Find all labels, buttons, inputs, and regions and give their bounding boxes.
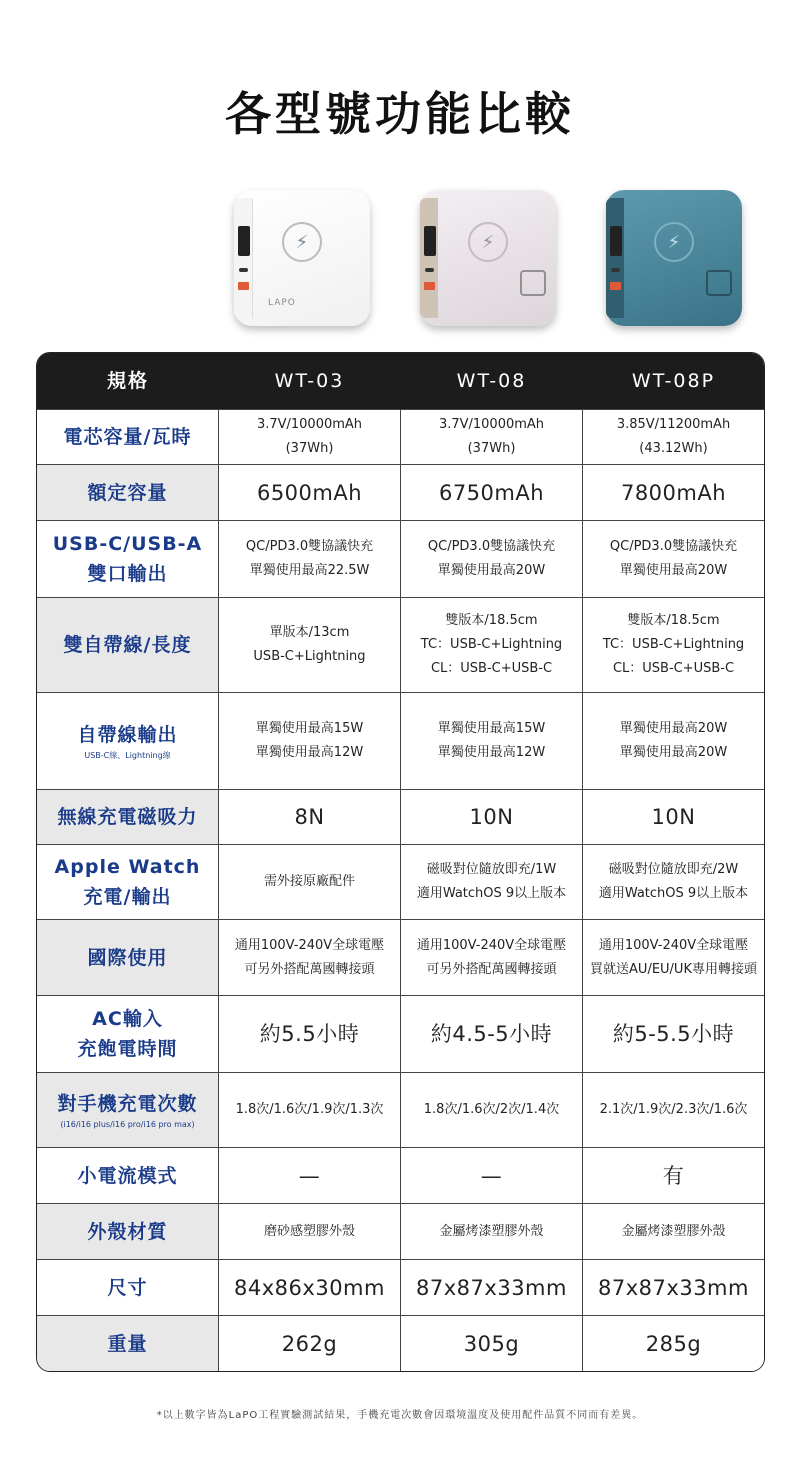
- cell-line: 單獨使用最高22.5W: [249, 563, 370, 578]
- cell-line: 84x86x30mm: [234, 1275, 385, 1300]
- cell-line: 3.7V/10000mAh: [256, 417, 363, 432]
- cell-line: 1.8次/1.6次/2次/1.4次: [423, 1102, 560, 1117]
- table-row: [37, 520, 764, 597]
- cell-line: (37Wh): [467, 441, 516, 456]
- cell-line: 單獨使用最高20W: [619, 721, 728, 736]
- cell-line: 可另外搭配萬國轉接頭: [426, 961, 557, 977]
- ac-plug-icon: [706, 270, 732, 296]
- cell-line: TC：USB-C+Lightning: [420, 637, 563, 652]
- cell-line: 需外接原廠配件: [263, 874, 355, 889]
- cell-line: (37Wh): [285, 441, 334, 456]
- table-cell: [218, 410, 400, 464]
- row-label-line: AC輸入: [92, 1008, 163, 1030]
- table-cell: [218, 996, 400, 1072]
- port-strip: [420, 198, 438, 318]
- table-cell: [218, 790, 400, 844]
- row-label-line: 雙自帶線/長度: [63, 634, 192, 656]
- table-cell: [582, 790, 764, 844]
- row-label-line: 對手機充電次數: [57, 1093, 198, 1115]
- table-cell: [218, 598, 400, 692]
- table-cell: [400, 996, 582, 1072]
- table-cell: [218, 465, 400, 520]
- row-label: [37, 521, 218, 597]
- table-cell: [218, 1204, 400, 1259]
- header-col-wt03: WT-03: [218, 353, 400, 409]
- cell-line: 6750mAh: [438, 480, 545, 505]
- table-cell: [400, 1073, 582, 1147]
- cell-line: 262g: [281, 1331, 338, 1356]
- table-cell: [400, 1316, 582, 1371]
- product-image-wt03: [234, 190, 370, 326]
- cell-line: 買就送AU/EU/UK專用轉接頭: [590, 961, 757, 977]
- usb-c-port: [239, 268, 248, 272]
- cell-line: 10N: [651, 805, 696, 829]
- row-label: [37, 1073, 218, 1147]
- wireless-charging-icon: ⚡: [654, 222, 694, 262]
- product-logo: LAPO: [268, 298, 296, 308]
- header-col-wt08: WT-08: [400, 353, 582, 409]
- row-label: [37, 996, 218, 1072]
- table-row: [37, 692, 764, 789]
- row-label-line: 國際使用: [87, 946, 168, 969]
- cell-line: 有: [662, 1163, 685, 1188]
- cell-line: 單獨使用最高15W: [437, 721, 546, 736]
- table-cell: [218, 693, 400, 789]
- cell-line: 約4.5-5小時: [430, 1022, 553, 1046]
- table-header-row: [37, 353, 764, 409]
- cell-line: 雙版本/18.5cm: [627, 613, 720, 628]
- cell-line: 單獨使用最高20W: [437, 563, 546, 578]
- cell-line: QC/PD3.0雙協議快充: [609, 539, 738, 554]
- row-label-line: 額定容量: [87, 481, 168, 504]
- table-cell: [400, 598, 582, 692]
- cell-line: 單獨使用最高20W: [619, 563, 728, 578]
- usb-a-port: [238, 282, 249, 290]
- cell-line: USB-C+Lightning: [253, 649, 366, 664]
- table-cell: [400, 410, 582, 464]
- table-row: [37, 995, 764, 1072]
- row-label: [37, 1148, 218, 1203]
- cell-line: 單獨使用最高15W: [255, 721, 364, 736]
- row-label: [37, 790, 218, 844]
- table-cell: [582, 598, 764, 692]
- cell-line: 2.1次/1.9次/2.3次/1.6次: [599, 1102, 748, 1117]
- table-cell: [582, 1204, 764, 1259]
- port-strip: [606, 198, 624, 318]
- table-cell: [582, 521, 764, 597]
- row-label: [37, 465, 218, 520]
- table-cell: [218, 920, 400, 995]
- table-row: [37, 789, 764, 844]
- usb-c-port: [425, 268, 434, 272]
- table-cell: [582, 693, 764, 789]
- row-label-line: 重量: [107, 1332, 148, 1355]
- row-label: [37, 1316, 218, 1371]
- table-row: [37, 597, 764, 692]
- table-cell: [218, 845, 400, 919]
- cell-line: 1.8次/1.6次/1.9次/1.3次: [235, 1102, 384, 1117]
- port-strip: [234, 198, 253, 318]
- table-cell: [218, 1316, 400, 1371]
- cell-line: 285g: [645, 1331, 702, 1356]
- table-row: [37, 844, 764, 919]
- cell-line: 磨砂感塑膠外殼: [263, 1223, 355, 1239]
- table-cell: [582, 996, 764, 1072]
- cell-line: QC/PD3.0雙協議快充: [427, 539, 556, 554]
- footnote: *以上數字皆為LaPO工程實驗測試結果，手機充電次數會因環境溫度及使用配件品質不同而有差異。: [156, 1410, 644, 1421]
- row-label: [37, 920, 218, 995]
- row-label-line: 充飽電時間: [77, 1038, 178, 1060]
- cell-line: 磁吸對位隨放即充/1W: [426, 862, 557, 877]
- row-label-note: USB-C線、Lightning線: [84, 751, 171, 760]
- cell-line: 適用WatchOS 9以上版本: [416, 886, 567, 901]
- table-row: [37, 409, 764, 464]
- row-label-line: 外殼材質: [87, 1220, 168, 1243]
- cell-line: 7800mAh: [620, 480, 727, 505]
- cell-line: 305g: [463, 1331, 520, 1356]
- cell-line: 通用100V-240V全球電壓: [234, 937, 385, 953]
- table-cell: [582, 465, 764, 520]
- table-row: [37, 1259, 764, 1315]
- product-images: [0, 190, 800, 340]
- cell-line: 6500mAh: [256, 480, 363, 505]
- table-cell: [582, 1148, 764, 1203]
- table-cell: [400, 920, 582, 995]
- table-row: [37, 1203, 764, 1259]
- table-cell: [400, 693, 582, 789]
- table-cell: [218, 1148, 400, 1203]
- product-image-wt08p: [606, 190, 742, 326]
- row-label: [37, 693, 218, 789]
- table-row: [37, 464, 764, 520]
- comparison-table: [36, 352, 765, 1372]
- cell-line: 8N: [294, 805, 325, 829]
- row-label: [37, 410, 218, 464]
- table-row: [37, 1147, 764, 1203]
- row-label-line: 小電流模式: [77, 1164, 178, 1187]
- table-row: [37, 1072, 764, 1147]
- header-label: 規格: [37, 353, 218, 409]
- cell-line: 3.7V/10000mAh: [438, 417, 545, 432]
- cell-line: 通用100V-240V全球電壓: [598, 937, 749, 953]
- cell-line: —: [298, 1163, 321, 1188]
- cell-line: CL：USB-C+USB-C: [612, 661, 735, 676]
- display-screen: [424, 226, 436, 256]
- row-label-line: 雙口輸出: [87, 563, 168, 585]
- display-screen: [238, 226, 250, 256]
- table-cell: [582, 410, 764, 464]
- wireless-charging-icon: ⚡: [468, 222, 508, 262]
- cell-line: 3.85V/11200mAh: [616, 417, 731, 432]
- table-cell: [582, 1316, 764, 1371]
- usb-a-port: [610, 282, 621, 290]
- row-label-line: USB-C/USB-A: [52, 533, 203, 555]
- page-title: 各型號功能比較: [225, 87, 575, 141]
- table-cell: [400, 465, 582, 520]
- table-cell: [400, 1260, 582, 1315]
- usb-a-port: [424, 282, 435, 290]
- cell-line: 單獨使用最高12W: [437, 745, 546, 760]
- row-label-line: Apple Watch: [54, 856, 201, 878]
- cell-line: 適用WatchOS 9以上版本: [598, 886, 749, 901]
- row-label-note: (i16/i16 plus/i16 pro/i16 pro max): [60, 1120, 195, 1129]
- cell-line: 通用100V-240V全球電壓: [416, 937, 567, 953]
- row-label-line: 電芯容量/瓦時: [63, 426, 192, 448]
- cell-line: 87x87x33mm: [598, 1275, 749, 1300]
- table-row: [37, 1315, 764, 1371]
- cell-line: QC/PD3.0雙協議快充: [245, 539, 374, 554]
- row-label-line: 自帶線輸出: [77, 724, 178, 746]
- ac-plug-icon: [520, 270, 546, 296]
- table-cell: [582, 845, 764, 919]
- cell-line: 約5-5.5小時: [612, 1022, 735, 1046]
- row-label: [37, 845, 218, 919]
- table-cell: [400, 521, 582, 597]
- table-cell: [582, 920, 764, 995]
- row-label: [37, 1204, 218, 1259]
- table-cell: [400, 1204, 582, 1259]
- cell-line: CL：USB-C+USB-C: [430, 661, 553, 676]
- cell-line: 可另外搭配萬國轉接頭: [244, 961, 375, 977]
- table-row: [37, 919, 764, 995]
- product-image-wt08: [420, 190, 556, 326]
- cell-line: TC：USB-C+Lightning: [602, 637, 745, 652]
- table-cell: [218, 1073, 400, 1147]
- cell-line: 單獨使用最高20W: [619, 745, 728, 760]
- table-cell: [582, 1073, 764, 1147]
- cell-line: 雙版本/18.5cm: [445, 613, 538, 628]
- cell-line: 單版本/13cm: [269, 625, 350, 640]
- table-cell: [218, 1260, 400, 1315]
- cell-line: 10N: [469, 805, 514, 829]
- table-cell: [218, 521, 400, 597]
- table-cell: [582, 1260, 764, 1315]
- cell-line: 金屬烤漆塑膠外殼: [621, 1223, 726, 1239]
- cell-line: 單獨使用最高12W: [255, 745, 364, 760]
- row-label-line: 充電/輸出: [83, 886, 172, 908]
- cell-line: (43.12Wh): [639, 441, 708, 456]
- row-label-line: 無線充電磁吸力: [57, 806, 198, 828]
- row-label: [37, 598, 218, 692]
- row-label: [37, 1260, 218, 1315]
- cell-line: 87x87x33mm: [416, 1275, 567, 1300]
- usb-c-port: [611, 268, 620, 272]
- table-cell: [400, 790, 582, 844]
- cell-line: 磁吸對位隨放即充/2W: [608, 862, 739, 877]
- table-cell: [400, 845, 582, 919]
- cell-line: 金屬烤漆塑膠外殼: [439, 1223, 544, 1239]
- table-cell: [400, 1148, 582, 1203]
- cell-line: 約5.5小時: [259, 1022, 360, 1046]
- row-label-line: 尺寸: [107, 1276, 148, 1299]
- wireless-charging-icon: ⚡: [282, 222, 322, 262]
- cell-line: —: [480, 1163, 503, 1188]
- display-screen: [610, 226, 622, 256]
- header-col-wt08p: WT-08P: [582, 353, 764, 409]
